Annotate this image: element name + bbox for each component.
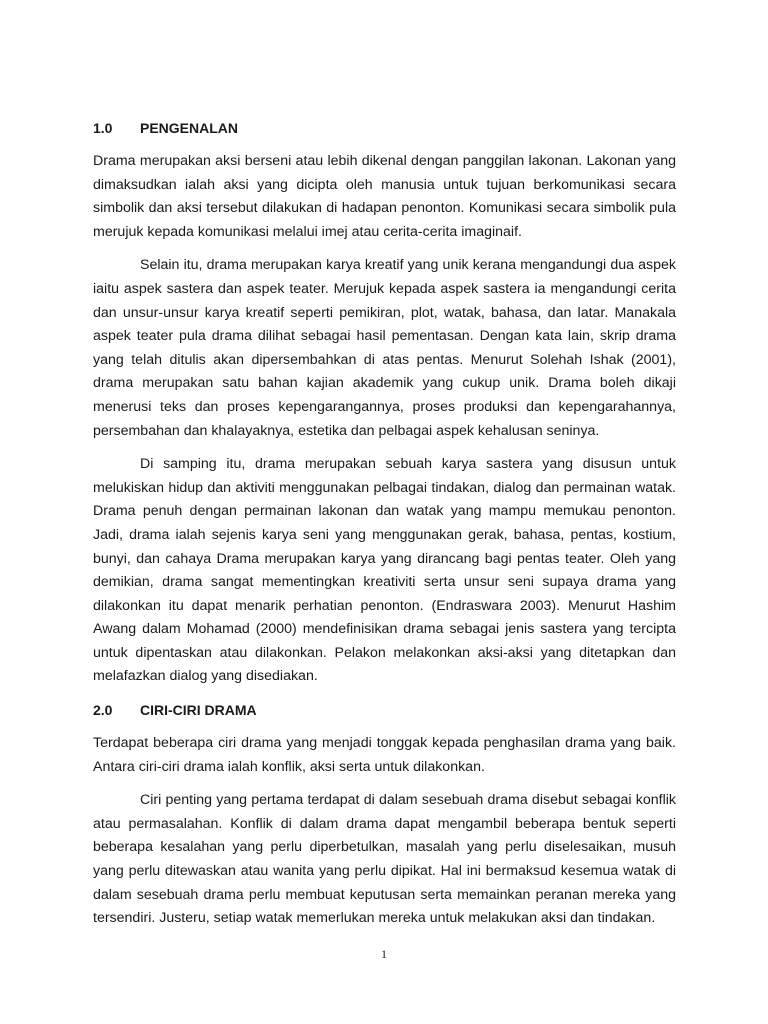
section-title: CIRI-CIRI DRAMA: [140, 702, 257, 719]
section-title: PENGENALAN: [140, 120, 239, 136]
paragraph: Terdapat beberapa ciri drama yang menjadi tonggak kepada penghasilan drama yang baik. Antara ciri-ciri drama ialah konflik, aksi serta untuk dilakonkan.: [93, 735, 676, 775]
section-heading-pengenalan: [93, 117, 676, 140]
paragraph: Ciri penting yang pertama terdapat di dalam sesebuah drama disebut sebagai konflik atau permasalahan. Konflik di dalam drama dapat mengambil beberapa bentuk seperti beberapa kesalahan yang perlu diperbetulkan, masalah yang perlu diselesaikan, musuh yang perlu ditewaskan atau wanita yang perlu dipikat. Hal ini bermaksud kesemua watak di dalam sesebuah drama perlu membuat keputusan serta memainkan peranan mereka yang tersendiri. Justeru, setiap watak memerlukan mereka untuk melakukan aksi dan tindakan.: [93, 792, 676, 927]
paragraph: Di samping itu, drama merupakan sebuah karya sastera yang disusun untuk melukiskan hidup dan aktiviti menggunakan pelbagai tindakan, dialog dan permainan watak. Drama penuh dengan permainan lakonan dan watak yang mampu memukau penonton. Jadi, drama ialah sejenis karya seni yang menggunakan gerak, bahasa, pentas, kostium, bunyi, dan cahaya Drama merupakan karya yang dirancang bagi pentas teater. Oleh yang demikian, drama sangat mementingkan kreativiti serta unsur seni supaya drama yang dilakonkan itu dapat menarik perhatian penonton. (Endraswara 2003). Menurut Hashim Awang dalam Mohamad (2000) mendefinisikan drama sebagai jenis sastera yang tercipta untuk dipentaskan atau dilakonkan. Pelakon melakonkan aksi-aksi yang ditetapkan dan melafazkan dialog yang disediakan.: [93, 456, 676, 685]
section-number: 1.0: [93, 120, 113, 136]
section-heading-ciri-ciri-drama: [93, 699, 676, 722]
paragraph: Selain itu, drama merupakan karya kreatif yang unik kerana mengandungi dua aspek iaitu aspek sastera dan aspek teater. Merujuk kepada aspek sastera ia mengandungi cerita dan unsur-unsur karya kreatif seperti pemikiran, plot, watak, bahasa, dan latar. Manakala aspek teater pula drama dilihat sebagai hasil pementasan. Dengan kata lain, skrip drama yang telah ditulis akan dipersembahkan di atas pentas. Menurut Solehah Ishak (2001), drama merupakan satu bahan kajian akademik yang cukup unik. Drama boleh dikaji menerusi teks dan proses kepengarangannya, proses produksi dan kepengarahannya, persembahan dan khalayaknya, estetika dan pelbagai aspek kehalusan seninya.: [93, 257, 676, 439]
section-number: 2.0: [93, 702, 113, 719]
paragraph: Drama merupakan aksi berseni atau lebih dikenal dengan panggilan lakonan. Lakonan yang dimaksudkan ialah aksi yang dicipta oleh manusia untuk tujuan berkomunikasi secara simbolik dan aksi tersebut dilakukan di hadapan penonton. Komunikasi secara simbolik pula merujuk kepada komunikasi melalui imej atau cerita-cerita imaginaif.: [93, 153, 676, 240]
page-content: [93, 117, 676, 941]
page-number: 1: [381, 947, 387, 961]
